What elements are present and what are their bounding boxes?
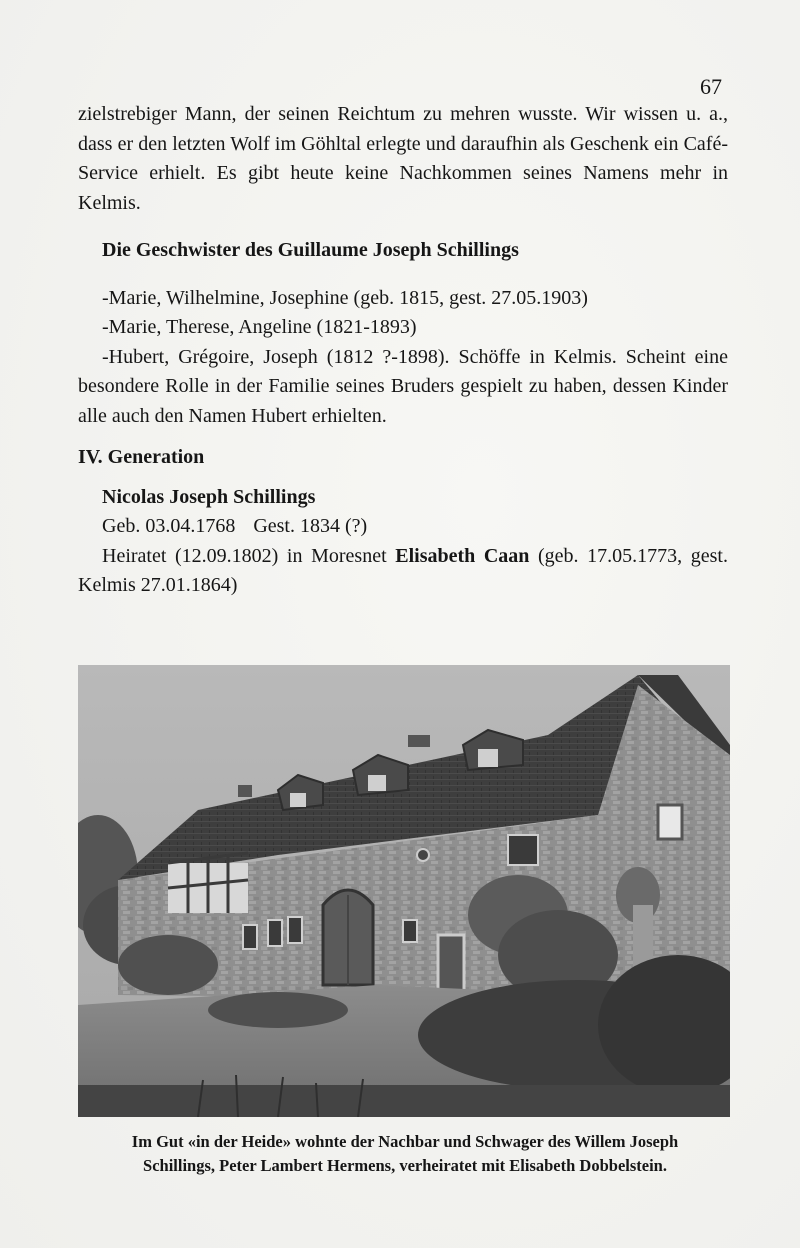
generation-heading: IV. Generation — [78, 446, 205, 468]
body-text — [78, 100, 728, 601]
caption-line-2: Schillings, Peter Lambert Hermens, verheiratet mit Elisabeth Dobbelstein. — [143, 1156, 667, 1175]
page-number: 67 — [700, 74, 722, 99]
person-dates — [78, 512, 728, 542]
marriage-suffix: (geb. 17.05.1773, gest. Kelmis 27.01.1864) — [78, 544, 728, 596]
person-born: Geb. 03.04.1768 — [102, 515, 236, 537]
sibling-entry-2: -Marie, Therese, Angeline (1821-1893) — [102, 316, 417, 338]
marriage-prefix: Heiratet (12.09.1802) in Moresnet — [102, 544, 396, 567]
person-marriage — [78, 542, 728, 601]
caption-line-1: Im Gut «in der Heide» wohnte der Nachbar und Schwager des Willem Joseph — [131, 1132, 679, 1151]
person-name: Nicolas Joseph Schillings — [102, 485, 316, 508]
farmhouse-photo — [78, 665, 730, 1117]
photo-caption — [60, 1130, 750, 1178]
intro-paragraph: zielstrebiger Mann, der seinen Reichtum zu mehren wusste. Wir wissen u. a., dass er den letzten Wolf im Göhltal erlegte und daraufhin als Geschenk ein Café-Service erhielt. Es gibt heute keine Nachkommen seines Namens mehr in Kelmis. — [78, 103, 728, 214]
spouse-name: Elisabeth Caan — [395, 544, 530, 567]
sibling-entry-1: -Marie, Wilhelmine, Josephine (geb. 1815, gest. 27.05.1903) — [102, 286, 588, 309]
siblings-heading: Die Geschwister des Guillaume Joseph Schillings — [102, 239, 519, 261]
person-died: Gest. 1834 (?) — [253, 515, 368, 537]
sibling-entry-3: -Hubert, Grégoire, Joseph (1812 ?-1898). Schöffe in Kelmis. Scheint eine besondere Rolle in der Familie seines Bruders gespielt zu haben, dessen Kinder alle auch den Namen Hubert erhielten. — [78, 345, 728, 427]
